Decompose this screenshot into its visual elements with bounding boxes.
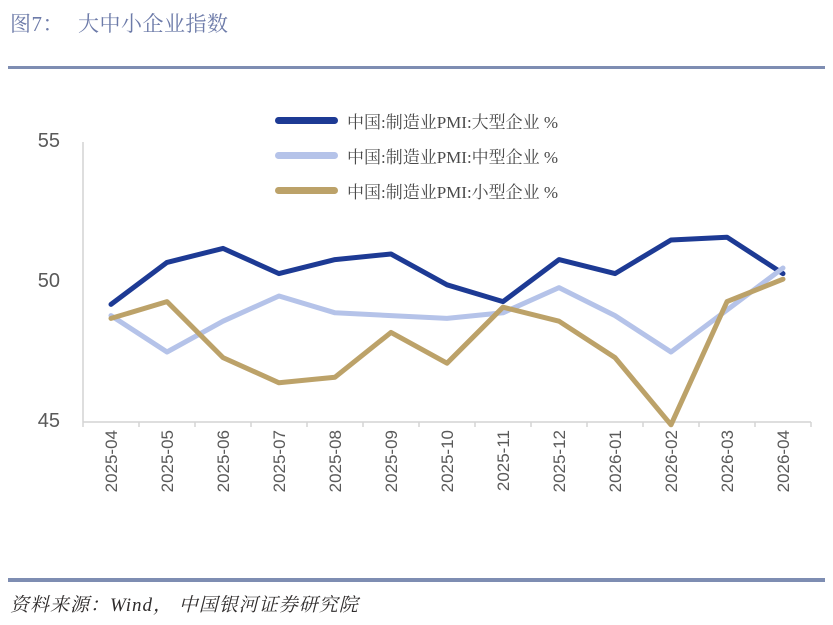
- x-tick-label: 2026-02: [662, 430, 681, 493]
- x-tick-label: 2025-04: [102, 430, 121, 493]
- x-tick-label: 2025-06: [214, 430, 233, 493]
- x-tick-label: 2025-12: [550, 430, 569, 493]
- figure-name: 大中小企业指数: [78, 12, 229, 36]
- series-line-2: [111, 279, 783, 425]
- legend-swatch-icon: [275, 117, 338, 124]
- figure-title: [10, 8, 229, 38]
- legend-label: 中国:制造业PMI:中型企业 %: [347, 148, 559, 167]
- plot-area: [83, 142, 811, 422]
- footer-divider: [8, 578, 825, 582]
- title-divider: [8, 66, 825, 69]
- legend-label: 中国:制造业PMI:大型企业 %: [347, 113, 559, 132]
- figure-number: 图7：: [10, 12, 64, 36]
- y-tick-label: 45: [37, 410, 60, 432]
- x-tick-label: 2025-05: [158, 430, 177, 493]
- x-tick-label: 2025-07: [270, 430, 289, 493]
- legend-label: 中国:制造业PMI:小型企业 %: [347, 183, 559, 202]
- series-line-1: [111, 268, 783, 352]
- y-tick-label: 55: [37, 130, 60, 152]
- x-tick-label: 2026-03: [718, 430, 737, 493]
- x-tick-label: 2026-04: [774, 430, 793, 493]
- legend-item-0: [275, 103, 558, 138]
- series-line-0: [111, 237, 783, 304]
- x-tick-label: 2026-01: [606, 430, 625, 493]
- source-note: 资料来源：Wind， 中国银河证券研究院: [10, 595, 359, 616]
- y-tick-label: 50: [37, 270, 60, 292]
- x-tick-label: 2025-09: [382, 430, 401, 493]
- pmi-line-chart: [0, 70, 833, 570]
- x-tick-label: 2025-08: [326, 430, 345, 493]
- x-tick-label: 2025-10: [438, 430, 457, 493]
- x-tick-label: 2025-11: [494, 430, 513, 492]
